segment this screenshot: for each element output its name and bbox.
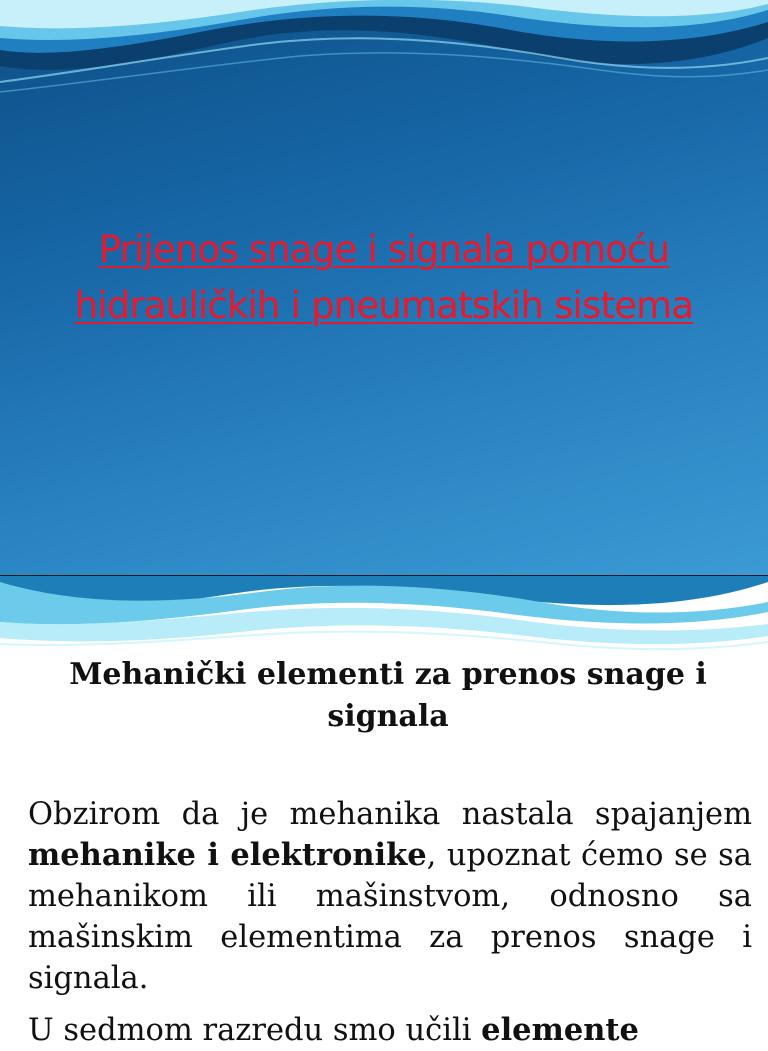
next-line-bold: elemente <box>481 1012 639 1048</box>
decorative-wave-top <box>0 576 768 656</box>
content-title: Mehanički elementi za prenos snage i signala <box>69 657 707 734</box>
decorative-wave-top <box>0 0 768 110</box>
paragraph-text-1: Obzirom da je mehanika nastala spajanjem <box>28 797 752 832</box>
slide-title-line-2: hidrauličkih i pneumatskih sistema <box>74 284 694 327</box>
content-paragraph-next <box>28 1010 752 1051</box>
content-slide <box>0 576 768 1048</box>
slide-title <box>20 222 748 334</box>
paragraph-text-2: , upoznat ćemo se sa mehanikom ili mašinstvom, odnosno sa mašinskim elementima za prenos snage i signala. <box>28 838 752 996</box>
paragraph-bold-term: mehanike i elektronike <box>28 837 427 873</box>
next-line-text: U sedmom razredu smo učili <box>28 1013 482 1048</box>
content-paragraph <box>28 794 752 999</box>
slide-title-line-1: Prijenos snage i signala pomoću <box>98 228 670 271</box>
